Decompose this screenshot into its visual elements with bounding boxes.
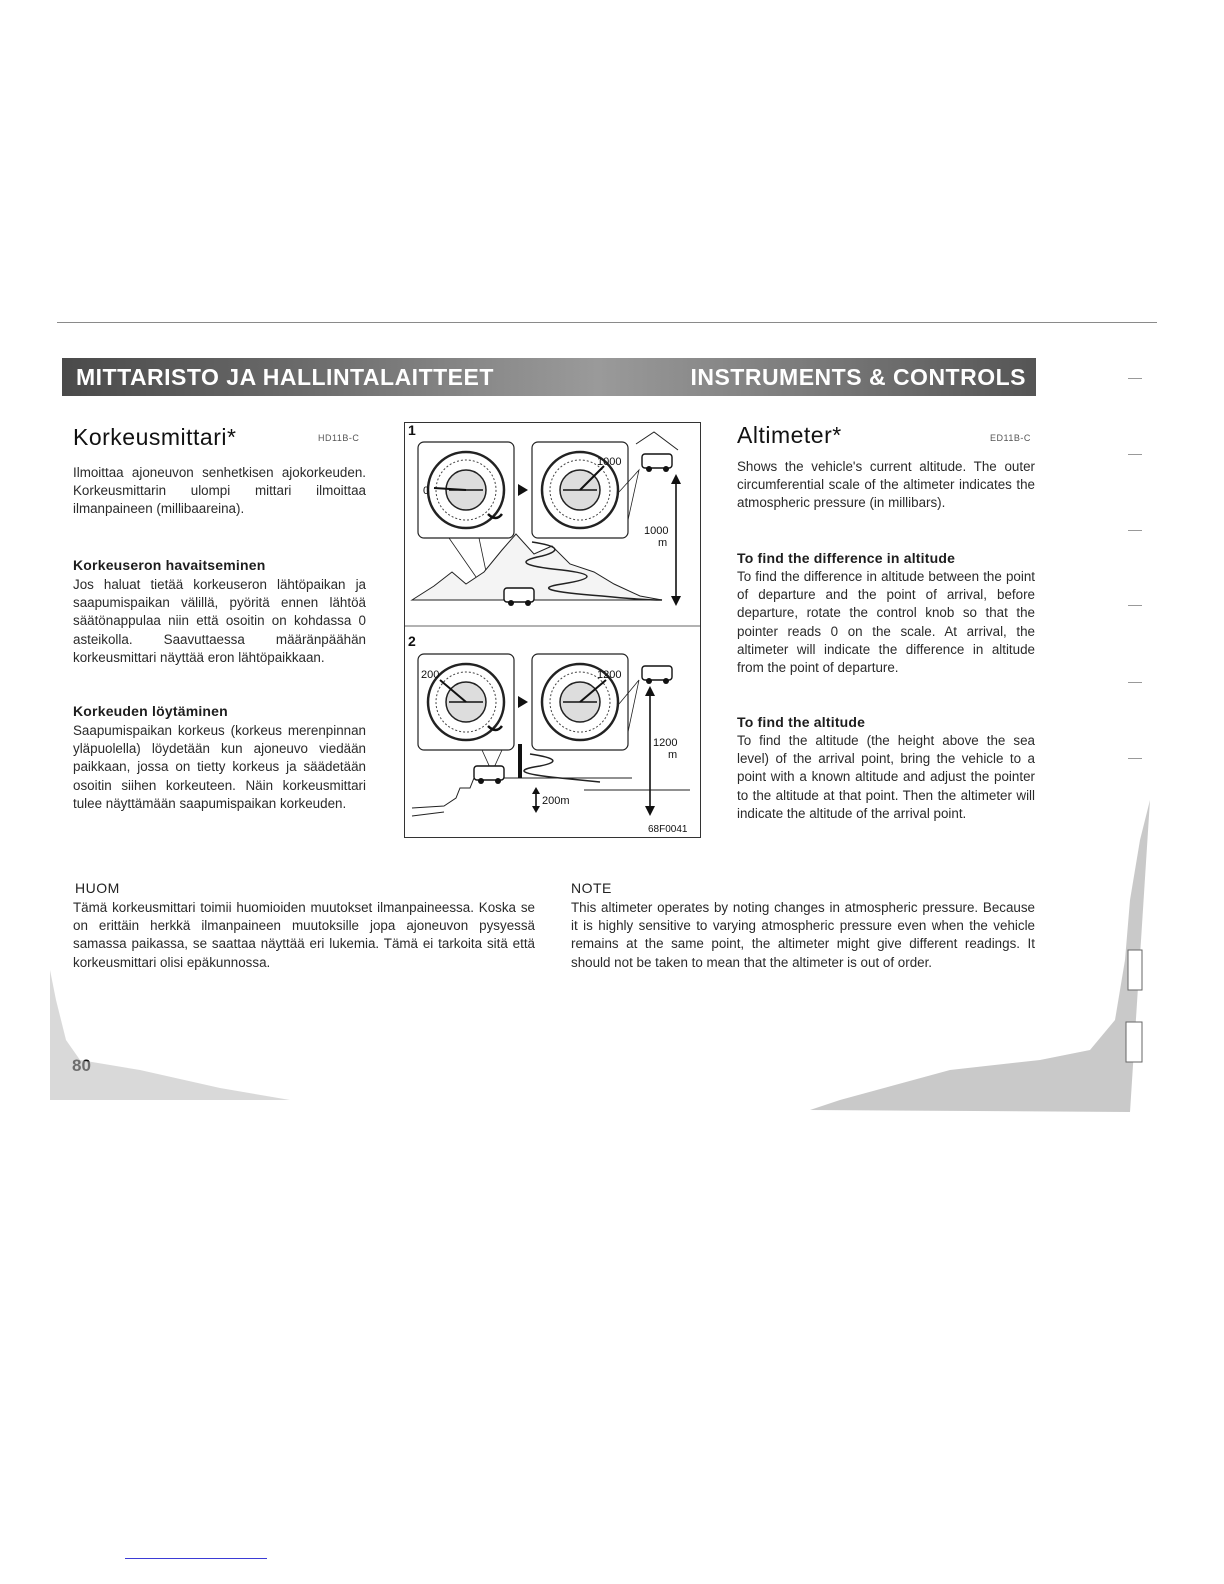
panel1-label: 1 <box>408 422 416 438</box>
finnish-intro: Ilmoittaa ajoneuvon senhetkisen ajokorkeuden. Korkeusmittarin ulompi mittari ilmoittaa ilmanpaineen (millibaareina). <box>73 465 366 517</box>
english-code: ED11B-C <box>990 433 1031 443</box>
banner-title-finnish: MITTARISTO JA HALLINTALAITTEET <box>76 364 494 390</box>
panel2-label: 2 <box>408 633 416 649</box>
english-section2-heading: To find the altitude <box>737 714 866 730</box>
finnish-section1-text: Jos haluat tietää korkeuseron lähtöpaikan ja saapumispaikan välillä, pyöritä ennen lähtöä säätönappulaa niin että osoitin on kohdassa 0 asteikolla. Saavuttaessa määränpäähän korkeusmittari näyttää eron lähtöpaikkaan. <box>73 577 366 665</box>
section-banner <box>62 358 1036 396</box>
car-start-icon <box>504 588 534 602</box>
panel2-gauge-right-value: 1200 <box>597 669 622 681</box>
banner-title-english: INSTRUMENTS & CONTROLS <box>690 364 1026 390</box>
car-start-icon-2 <box>474 766 504 780</box>
finnish-section2-heading: Korkeuden löytäminen <box>73 703 228 719</box>
english-intro: Shows the vehicle's current altitude. The outer circumferential scale of the altimeter indicates the atmospheric pressure (in millibars). <box>737 459 1035 511</box>
panel2-gauge-left-value: 200 <box>421 669 440 681</box>
finnish-note-heading: HUOM <box>75 880 120 896</box>
panel1-height-unit: m <box>658 537 668 549</box>
scan-shadow-right <box>780 800 1160 1120</box>
altimeter-diagram-svg <box>404 422 701 838</box>
tower-icon <box>518 744 522 778</box>
english-section1-heading: To find the difference in altitude <box>737 550 956 566</box>
bottom-rule <box>125 1558 267 1559</box>
car-end-icon <box>642 454 672 468</box>
scan-shadow-left <box>0 960 300 1110</box>
finnish-section1-heading: Korkeuseron havaitseminen <box>73 557 266 573</box>
panel1-height-value: 1000 <box>644 525 669 537</box>
altimeter-diagram <box>404 422 701 838</box>
top-rule <box>57 322 1157 323</box>
panel2-height-value: 1200 <box>653 737 678 749</box>
car-end-icon-2 <box>642 666 672 680</box>
panel2-height-unit: m <box>668 749 678 761</box>
finnish-code: HD11B-C <box>318 433 360 443</box>
finnish-note-text: Tämä korkeusmittari toimii huomioiden muutokset ilmanpaineessa. Koska se on erittäin herkkä ilmanpaineen muutoksille jopa ajoneuvon pysyessä samassa paikassa, se saattaa näyttää eri lukemia. Tämä ei tarkoita sitä että korkeusmittari olisi epäkunnossa. <box>73 900 535 970</box>
english-note-heading: NOTE <box>571 880 612 896</box>
finnish-section2-text: Saapumispaikan korkeus (korkeus merenpinnan yläpuolella) löydetään kun ajoneuvo viedään paikkaan, jossa on tietty korkeus ja säädetään osoitin siihen korkeuteen. Näin korkeusmittari tulee näyttämään saapumispaikan korkeuden. <box>73 723 366 811</box>
english-note-text: This altimeter operates by noting changes in atmospheric pressure. Because it is highly sensitive to varying atmospheric pressure even when the vehicle remains at the same point, the altimeter might give different readings. It should not be taken to mean that the altimeter is out of order. <box>571 900 1035 970</box>
panel2-base-value: 200m <box>542 795 570 807</box>
panel1-gauge-left-value: 0 <box>423 485 430 497</box>
figure-code: 68F0041 <box>648 824 688 835</box>
panel1-gauge-right-value: 1000 <box>597 456 622 468</box>
english-section2-text: To find the altitude (the height above the sea level) of the arrival point, bring the vehicle to a point with a known altitude and adjust the pointer to the altitude at that point. Then the altimeter will indicate the altitude of the arrival point. <box>737 733 1035 821</box>
english-title: Altimeter* <box>737 422 842 448</box>
finnish-title: Korkeusmittari* <box>73 424 237 450</box>
english-section1-text: To find the difference in altitude between the point of departure and the point of arrival, before departure, rotate the control knob so that the pointer reads 0 on the scale. At arrival, the altimeter will indicate the difference in altitude from the point of departure. <box>737 569 1035 676</box>
